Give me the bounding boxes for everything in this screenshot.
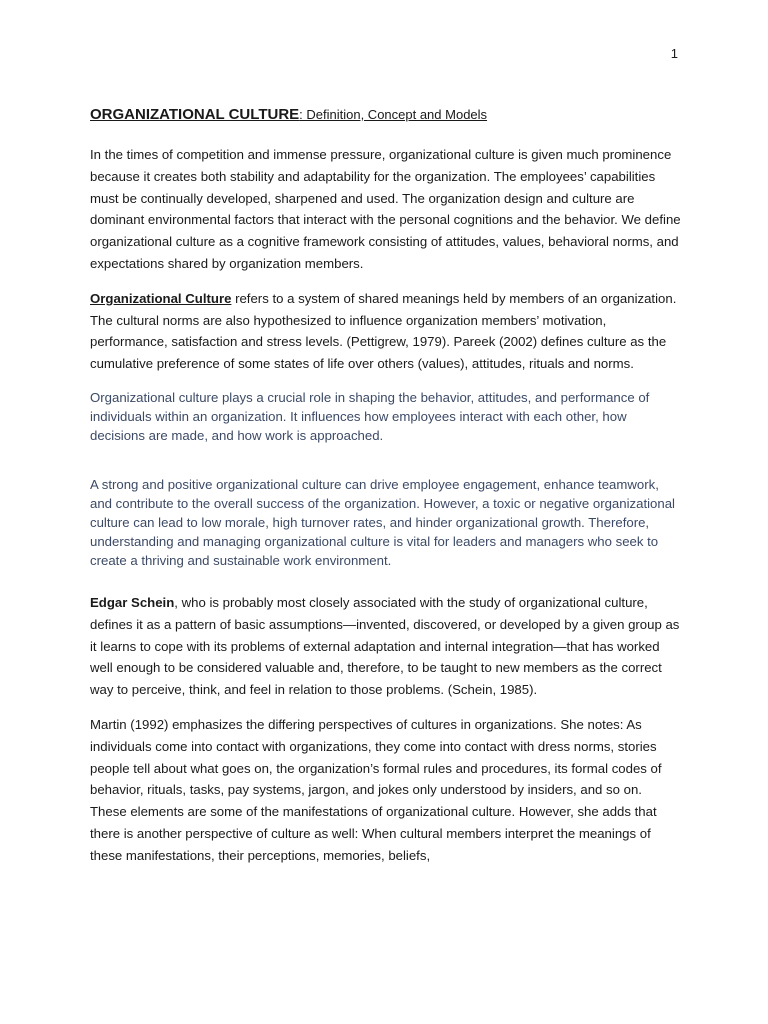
paragraph-role: Organizational culture plays a crucial role in shaping the behavior, attitudes, and performance of individuals within an organization. It influences how employees interact with each other, how decisions are made, and how work is approached.: [90, 389, 650, 443]
document-body: [90, 104, 682, 880]
term-edgar-schein: Edgar Schein: [90, 594, 175, 610]
paragraph-strong-culture: A strong and positive organizational culture can drive employee engagement, enhance teamwork, and contribute to the overall success of the organization. However, a toxic or negative organizational culture can lead to low morale, high turnover rates, and hinder organizational growth. Therefore, understanding and managing organizational culture is vital for leaders and managers who seek to create a thriving and sustainable work environment.: [90, 476, 675, 568]
page-number: 1: [670, 46, 678, 61]
paragraph-definition: [90, 288, 682, 375]
paragraph-schein: [90, 592, 682, 701]
paragraph-schein-text: , who is probably most closely associated with the study of organizational culture, defines it as a pattern of basic assumptions—invented, discovered, or developed by a given group as it learns to cope with its problems of external adaptation and internal integration—that has worked well enough to be considered valuable and, therefore, to be taught to new members as the correct way to perceive, think, and feel in relation to those problems. (Schein, 1985).: [90, 594, 680, 698]
paragraph-definition-text: refers to a system of shared meanings held by members of an organization. The cultural norms are also hypothesized to influence organization members’ motivation, performance, satisfaction and stress levels. (Pettigrew, 1979). Pareek (2002) defines culture as the cumulative preference of some states of life over others (values), attitudes, rituals and norms.: [90, 290, 677, 372]
term-organizational-culture: Organizational Culture: [90, 290, 232, 306]
document-title: [90, 104, 682, 125]
paragraph-martin: Martin (1992) emphasizes the differing perspectives of cultures in organizations. She notes: As individuals come into contact with organizations, they come into contact with dress norms, stories people tell about what goes on, the organization’s formal rules and procedures, its formal codes of behavior, rituals, tasks, pay systems, jargon, and jokes only understood by insiders, and so on. These elements are some of the manifestations of organizational culture. However, she adds that there is another perspective of culture as well: When cultural members interpret the meanings of these manifestations, their perceptions, memories, beliefs,: [90, 716, 662, 863]
paragraph-intro: In the times of competition and immense pressure, organizational culture is given much prominence because it creates both stability and adaptability for the organization. The employees’ capabilities must be continually developed, sharpened and used. The organization design and culture are dominant environmental factors that interact with the personal cognitions and the behavior. We define organizational culture as a cognitive framework consisting of attitudes, values, behavioral norms, and expectations shared by organization members.: [90, 147, 681, 271]
title-main: ORGANIZATIONAL CULTURE: [90, 106, 300, 123]
title-subtitle: : Definition, Concept and Models: [299, 107, 488, 122]
